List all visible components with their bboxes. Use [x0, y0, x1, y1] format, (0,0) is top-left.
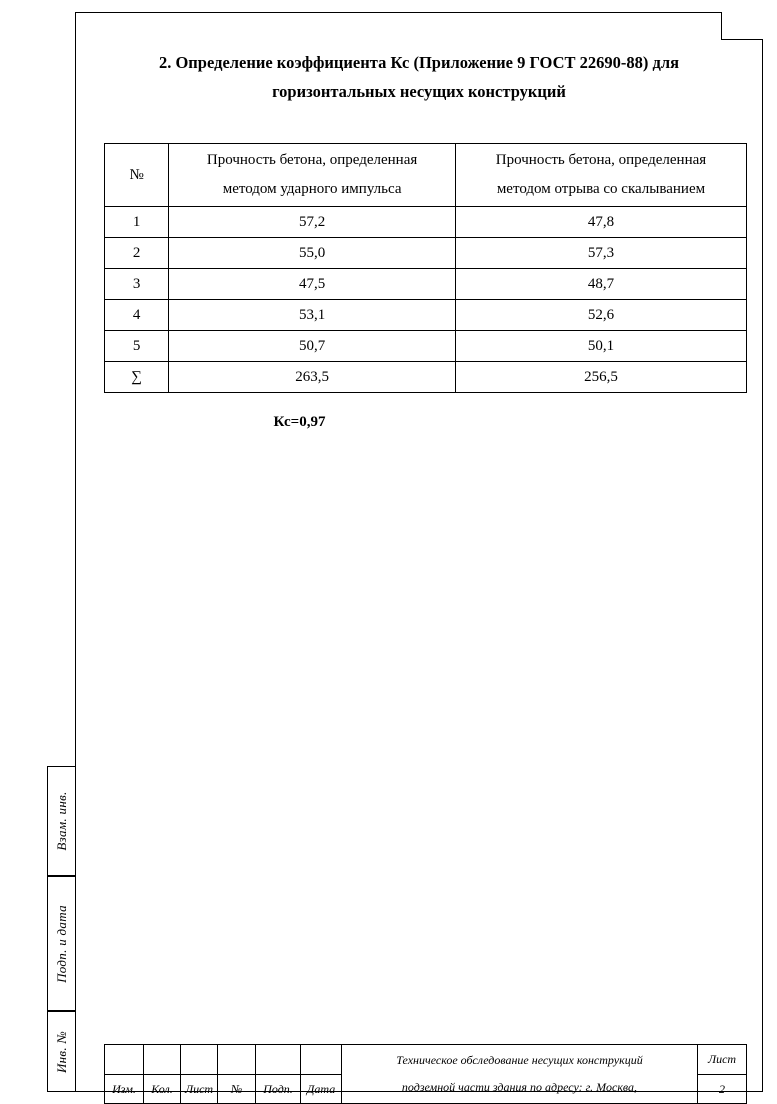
page-corner-notch — [721, 12, 763, 40]
cell-impulse-value: 47,5 — [169, 269, 456, 300]
table-row-total — [105, 362, 747, 393]
title-block-object-description — [342, 1045, 698, 1104]
cell-impulse-value: 50,7 — [169, 331, 456, 362]
header-cell-number: № — [105, 144, 169, 207]
cell-impulse-value: 53,1 — [169, 300, 456, 331]
cell-impulse-value: 55,0 — [169, 238, 456, 269]
title-block-blank-izm — [105, 1045, 144, 1075]
section-heading-line1: 2. Определение коэффициента Кс (Приложение 9 ГОСТ 22690-88) для — [158, 53, 680, 72]
title-block-blank-kol — [144, 1045, 181, 1075]
margin-label-vzam: Взам. инв. — [54, 791, 69, 851]
cell-impulse-value: 57,2 — [169, 207, 456, 238]
strength-measurements-table — [104, 143, 747, 393]
table-row — [105, 238, 747, 269]
cell-pulloff-value: 47,8 — [455, 207, 746, 238]
title-block-label-data: Дата — [301, 1075, 342, 1104]
margin-strip-vzam — [47, 766, 76, 876]
cell-pulloff-value: 57,3 — [455, 238, 746, 269]
title-block-list-label: Лист — [698, 1045, 747, 1075]
header-impulse-line1: Прочность бетона, определенная — [206, 152, 418, 168]
header-pulloff-line1: Прочность бетона, определенная — [495, 152, 707, 168]
header-cell-impulse-method — [169, 144, 456, 207]
title-block-page-number: 2 — [698, 1075, 747, 1104]
cell-pulloff-value: 50,1 — [455, 331, 746, 362]
table-row — [105, 300, 747, 331]
title-block-label-podp: Подп. — [256, 1075, 301, 1104]
kc-result: Кс=0,97 — [273, 414, 326, 430]
table-row — [105, 207, 747, 238]
title-block-blank-podp — [256, 1045, 301, 1075]
cell-number: 2 — [105, 238, 169, 269]
object-description-line1: Техническое обследование несущих конструкций — [396, 1053, 643, 1067]
cell-number: 3 — [105, 269, 169, 300]
cell-pulloff-total: 256,5 — [455, 362, 746, 393]
title-block-label-izm: Изм. — [105, 1075, 144, 1104]
cell-pulloff-value: 52,6 — [455, 300, 746, 331]
cell-number: 5 — [105, 331, 169, 362]
header-impulse-line2: методом ударного импульса — [222, 181, 402, 197]
title-block — [104, 1044, 747, 1104]
table-body — [105, 207, 747, 393]
table-header-row — [105, 144, 747, 207]
title-block-blank-list — [181, 1045, 218, 1075]
margin-label-podp: Подп. и дата — [54, 904, 69, 983]
title-block-label-number: № — [218, 1075, 256, 1104]
cell-sum-symbol: ∑ — [105, 362, 169, 393]
cell-number: 1 — [105, 207, 169, 238]
title-block-row-object — [105, 1045, 747, 1075]
table-row — [105, 269, 747, 300]
header-cell-pulloff-method — [455, 144, 746, 207]
title-block-label-list: Лист — [181, 1075, 218, 1104]
object-description-line2: подземной части здания по адресу: г. Москва, — [401, 1080, 638, 1094]
table-row — [105, 331, 747, 362]
margin-label-inv: Инв. № — [54, 1030, 69, 1073]
margin-strip-inv — [47, 1011, 76, 1092]
title-block-blank-number — [218, 1045, 256, 1075]
margin-strip-podp — [47, 876, 76, 1011]
section-heading-line2: горизонтальных несущих конструкций — [272, 82, 566, 101]
cell-pulloff-value: 48,7 — [455, 269, 746, 300]
title-block-blank-data — [301, 1045, 342, 1075]
section-heading — [104, 48, 734, 106]
cell-number: 4 — [105, 300, 169, 331]
header-pulloff-line2: методом отрыва со скалыванием — [496, 181, 706, 197]
title-block-label-kol: Кол. — [144, 1075, 181, 1104]
cell-impulse-total: 263,5 — [169, 362, 456, 393]
